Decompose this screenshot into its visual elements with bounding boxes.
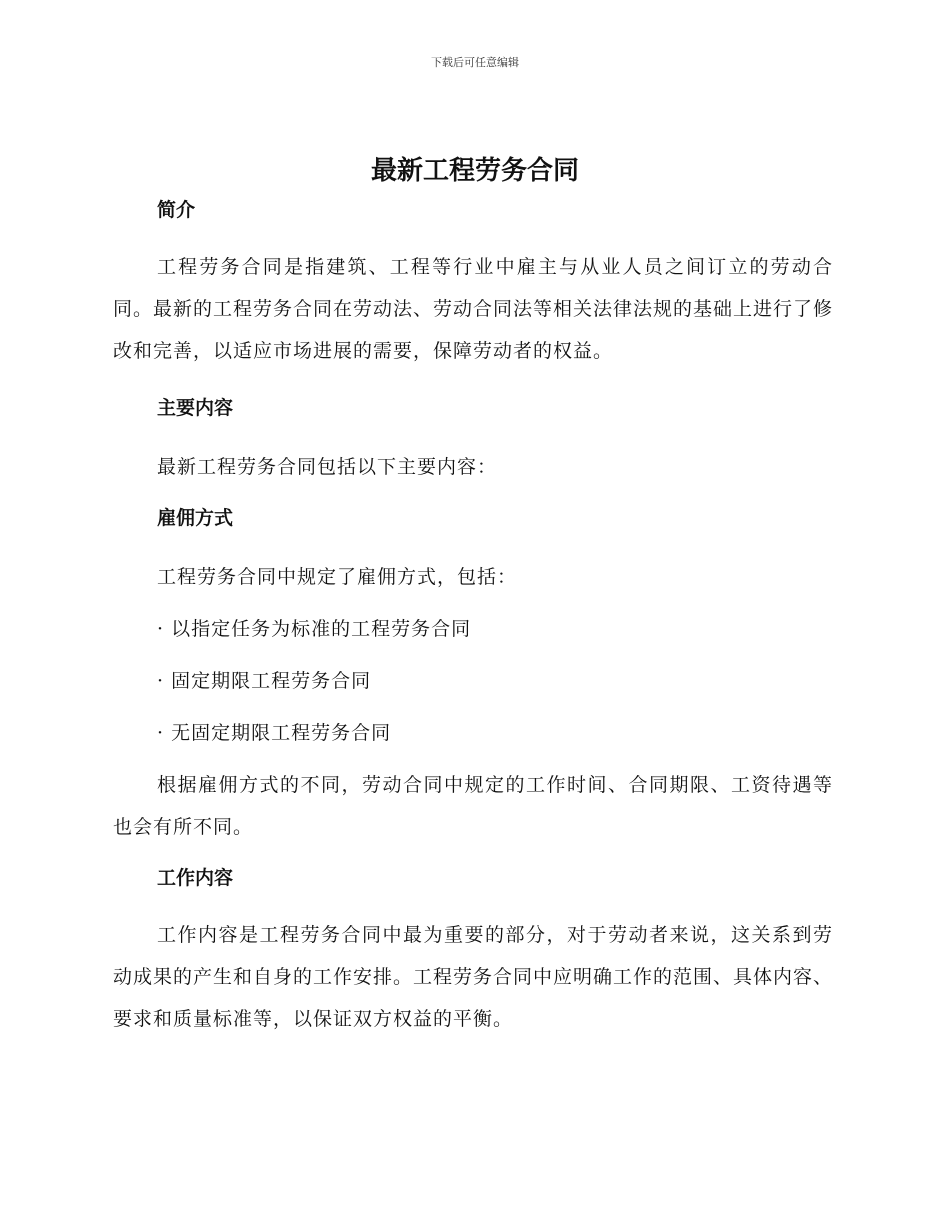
list-item: · 以指定任务为标准的工程劳务合同 (157, 618, 472, 640)
work-paragraph: 工作内容是工程劳务合同中最为重要的部分，对于劳动者来说，这关系到劳动成果的产生和自身的工作安排。工程劳务合同中应明确工作的范围、具体内容、要求和质量标准等，以保证双方权益的平衡。 (113, 924, 834, 1030)
intro-paragraph: 工程劳务合同是指建筑、工程等行业中雇主与从业人员之间订立的劳动合同。最新的工程劳务合同在劳动法、劳动合同法等相关法律法规的基础上进行了修改和完善，以适应市场进展的需要，保障劳动者的权益。 (113, 256, 834, 362)
section-heading-employment: 雇佣方式 (157, 507, 234, 529)
section-heading-work: 工作内容 (157, 867, 234, 889)
employment-note-paragraph: 根据雇佣方式的不同，劳动合同中规定的工作时间、合同期限、工资待遇等也会有所不同。 (113, 774, 833, 838)
header-note: 下载后可任意编辑 (431, 56, 519, 69)
main-paragraph: 最新工程劳务合同包括以下主要内容： (157, 456, 498, 478)
section-heading-intro: 简介 (157, 199, 196, 221)
list-item: · 无固定期限工程劳务合同 (157, 722, 392, 744)
employment-paragraph: 工程劳务合同中规定了雇佣方式，包括： (157, 566, 518, 588)
document-body (113, 196, 833, 1040)
document-title: 最新工程劳务合同 (370, 156, 579, 186)
list-item: · 固定期限工程劳务合同 (157, 670, 372, 692)
section-heading-main: 主要内容 (157, 397, 234, 419)
